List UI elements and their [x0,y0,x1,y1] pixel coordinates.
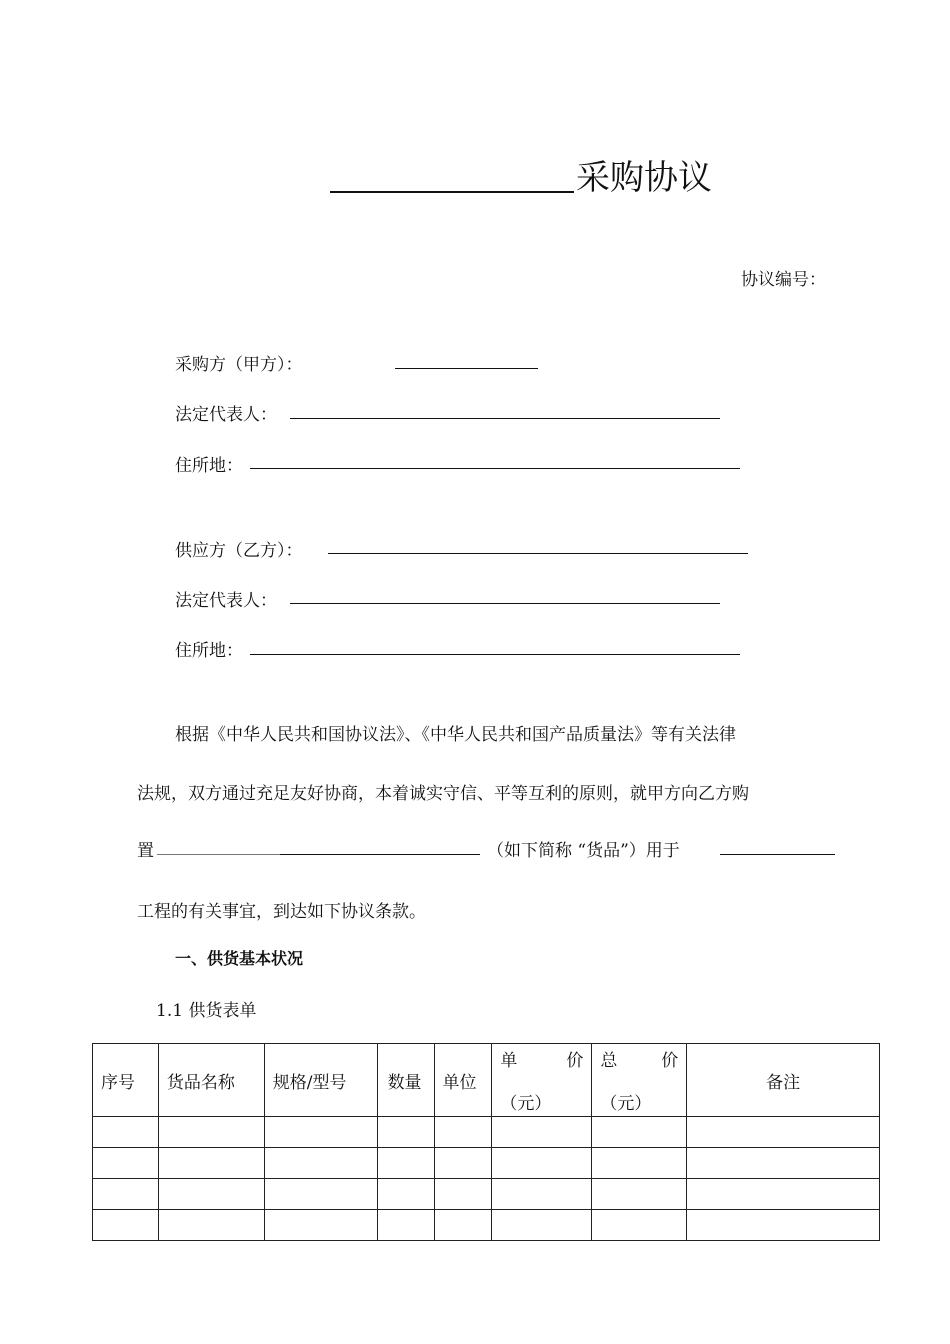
header-unit-price-char-2: 价 [566,1051,584,1071]
table-cell[interactable] [434,1179,492,1210]
table-cell[interactable] [434,1210,492,1241]
party-a-address-field[interactable] [250,468,740,469]
header-remark: 备注 [687,1044,880,1117]
project-blank-field[interactable] [720,854,835,855]
table-cell[interactable] [264,1117,377,1148]
table-row [93,1117,880,1148]
document-title [330,150,712,199]
header-total-price-char-1: 总 [600,1051,618,1071]
party-a-name-field[interactable] [395,368,538,369]
header-unit-price [492,1044,592,1117]
party-b-name-field[interactable] [328,553,748,554]
table-cell[interactable] [158,1210,264,1241]
intro-line-1: 根据《中华人民共和国协议法》、《中华人民共和国产品质量法》等有关法律 [175,725,736,745]
header-unit-price-unit: （元） [500,1094,552,1114]
header-unit: 单位 [434,1044,492,1117]
title-text: 采购协议 [576,158,712,198]
header-total-price-unit: （元） [600,1094,652,1114]
party-a-label: 采购方（甲方）： [175,355,303,375]
table-cell[interactable] [377,1210,434,1241]
section-1-1-heading: 1.1 供货表单 [156,1001,257,1021]
table-cell[interactable] [492,1148,592,1179]
intro-line-3-start: 置 [137,841,154,861]
table-cell[interactable] [158,1179,264,1210]
table-row [93,1148,880,1179]
table-cell[interactable] [687,1148,880,1179]
header-unit-price-char-1: 单 [500,1051,518,1071]
supply-table [92,1043,880,1241]
intro-line-3-mid: （如下简称 “货品”）用于 [487,841,680,861]
table-cell[interactable] [687,1117,880,1148]
table-header-row [93,1044,880,1117]
header-goods-name: 货品名称 [158,1044,264,1117]
table-row [93,1210,880,1241]
table-cell[interactable] [687,1179,880,1210]
table-cell[interactable] [434,1117,492,1148]
table-cell[interactable] [264,1179,377,1210]
party-a-rep-field[interactable] [290,418,720,419]
table-cell[interactable] [592,1148,687,1179]
table-cell[interactable] [592,1179,687,1210]
table-cell[interactable] [492,1210,592,1241]
table-cell[interactable] [492,1179,592,1210]
goods-blank-field[interactable] [280,854,480,855]
table-cell[interactable] [592,1210,687,1241]
party-b-address-label: 住所地： [175,641,243,661]
title-blank-field[interactable] [330,157,574,193]
table-cell[interactable] [93,1148,159,1179]
header-total-price-char-2: 价 [661,1051,679,1071]
party-b-rep-label: 法定代表人： [175,591,277,611]
table-cell[interactable] [264,1210,377,1241]
header-quantity: 数量 [377,1044,434,1117]
party-a-rep-label: 法定代表人： [175,405,277,425]
agreement-number-label: 协议编号： [741,270,826,290]
intro-line-4: 工程的有关事宜，到达如下协议条款。 [137,902,426,922]
table-cell[interactable] [93,1117,159,1148]
table-cell[interactable] [434,1148,492,1179]
table-cell[interactable] [93,1210,159,1241]
table-row [93,1179,880,1210]
table-cell[interactable] [158,1117,264,1148]
section-1-heading: 一、供货基本状况 [175,949,304,968]
goods-blank-field-light[interactable] [157,854,280,855]
header-seq: 序号 [93,1044,159,1117]
table-cell[interactable] [158,1148,264,1179]
table-cell[interactable] [93,1179,159,1210]
table-cell[interactable] [492,1117,592,1148]
table-cell[interactable] [592,1117,687,1148]
party-b-rep-field[interactable] [290,603,720,604]
intro-line-2: 法规，双方通过充足友好协商，本着诚实守信、平等互利的原则，就甲方向乙方购 [137,784,749,804]
party-b-address-field[interactable] [250,654,740,655]
party-a-address-label: 住所地： [175,456,243,476]
party-b-label: 供应方（乙方）： [175,541,303,561]
table-cell[interactable] [264,1148,377,1179]
table-cell[interactable] [377,1179,434,1210]
table-cell[interactable] [687,1210,880,1241]
header-total-price [592,1044,687,1117]
header-spec-model: 规格/型号 [264,1044,377,1117]
table-cell[interactable] [377,1148,434,1179]
table-cell[interactable] [377,1117,434,1148]
